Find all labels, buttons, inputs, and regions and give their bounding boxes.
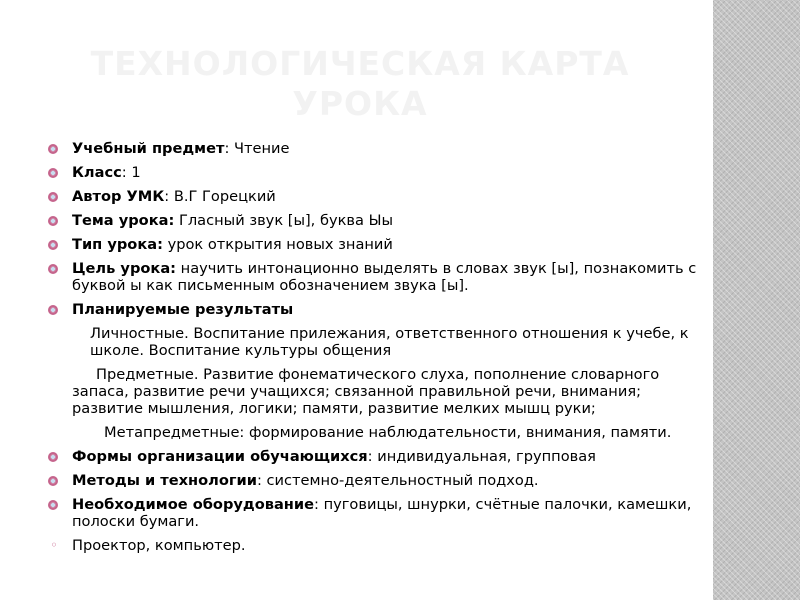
list-item-lesson-type <box>48 236 698 253</box>
bullet-icon <box>48 305 58 315</box>
item-text: Чтение <box>234 140 290 157</box>
item-text: Гласный звук [ы], буква Ыы <box>178 212 393 229</box>
list-item-topic <box>48 212 698 229</box>
item-text: индивидуальная, групповая <box>377 448 596 465</box>
bullet-icon <box>48 452 58 462</box>
bullet-icon <box>48 500 58 510</box>
list-item-projector <box>48 537 698 554</box>
list-item-grade <box>48 164 698 181</box>
result-meta: Метапредметные: формирование наблюдательности, внимания, памяти. <box>104 424 672 441</box>
list-item-equipment <box>48 496 698 530</box>
item-text: научить интонационно выделять в словах звук [ы], познакомить с буквой ы как письменным обозначением звука [ы]. <box>72 260 697 294</box>
list-item-planned-results <box>48 301 698 318</box>
result-personal: Личностные. Воспитание прилежания, ответственного отношения к учебе, к школе. Воспитание культуры общения <box>90 325 689 359</box>
item-text: Проектор, компьютер. <box>72 537 246 554</box>
list-item-author <box>48 188 698 205</box>
item-label: Методы и технологии <box>72 472 257 489</box>
item-label: Планируемые результаты <box>72 301 294 318</box>
list-item-subject <box>48 140 698 157</box>
item-text: 1 <box>131 164 141 181</box>
bullet-icon <box>48 144 58 154</box>
list-item-forms <box>48 448 698 465</box>
slide-title <box>60 44 660 124</box>
decorative-side-band <box>713 0 800 600</box>
item-label: Тип урока: <box>72 236 163 253</box>
hollow-bullet-icon: ◦ <box>50 538 58 552</box>
bullet-icon <box>48 240 58 250</box>
bullet-icon <box>48 264 58 274</box>
item-separator: : <box>367 448 378 465</box>
item-separator: : <box>256 472 267 489</box>
result-subject-rest: запаса, развитие речи учащихся; связанной правильной речи, внимания; развитие мышления, логики; памяти, развитие мелких мышц руки; <box>72 383 642 417</box>
item-label: Класс <box>72 164 122 181</box>
item-text: системно-деятельностный подход. <box>266 472 539 489</box>
slide-content <box>48 140 698 561</box>
bullet-icon <box>48 216 58 226</box>
bullet-icon <box>48 476 58 486</box>
item-text: В.Г Горецкий <box>173 188 276 205</box>
item-text: пуговицы, шнурки, счётные палочки, камешки, полоски бумаги. <box>72 496 692 530</box>
bullet-icon <box>48 192 58 202</box>
list-item-goal <box>48 260 698 294</box>
item-label: Формы организации обучающихся <box>72 448 368 465</box>
list-item-methods <box>48 472 698 489</box>
result-subject <box>48 366 698 417</box>
item-separator: : <box>224 140 235 157</box>
item-label: Учебный предмет <box>72 140 225 157</box>
item-text: урок открытия новых знаний <box>167 236 393 253</box>
item-label: Автор УМК <box>72 188 165 205</box>
item-label: Цель урока: <box>72 260 177 277</box>
item-separator: : <box>314 496 324 513</box>
item-separator: : <box>164 188 174 205</box>
item-separator: : <box>121 164 132 181</box>
title-line-1: ТЕХНОЛОГИЧЕСКАЯ КАРТА <box>90 44 630 83</box>
bullet-icon <box>48 168 58 178</box>
title-line-2: УРОКА <box>292 84 428 123</box>
item-label: Тема урока: <box>72 212 175 229</box>
item-label: Необходимое оборудование <box>72 496 315 513</box>
result-subject-first-line: Предметные. Развитие фонематического слуха, пополнение словарного <box>96 366 660 383</box>
